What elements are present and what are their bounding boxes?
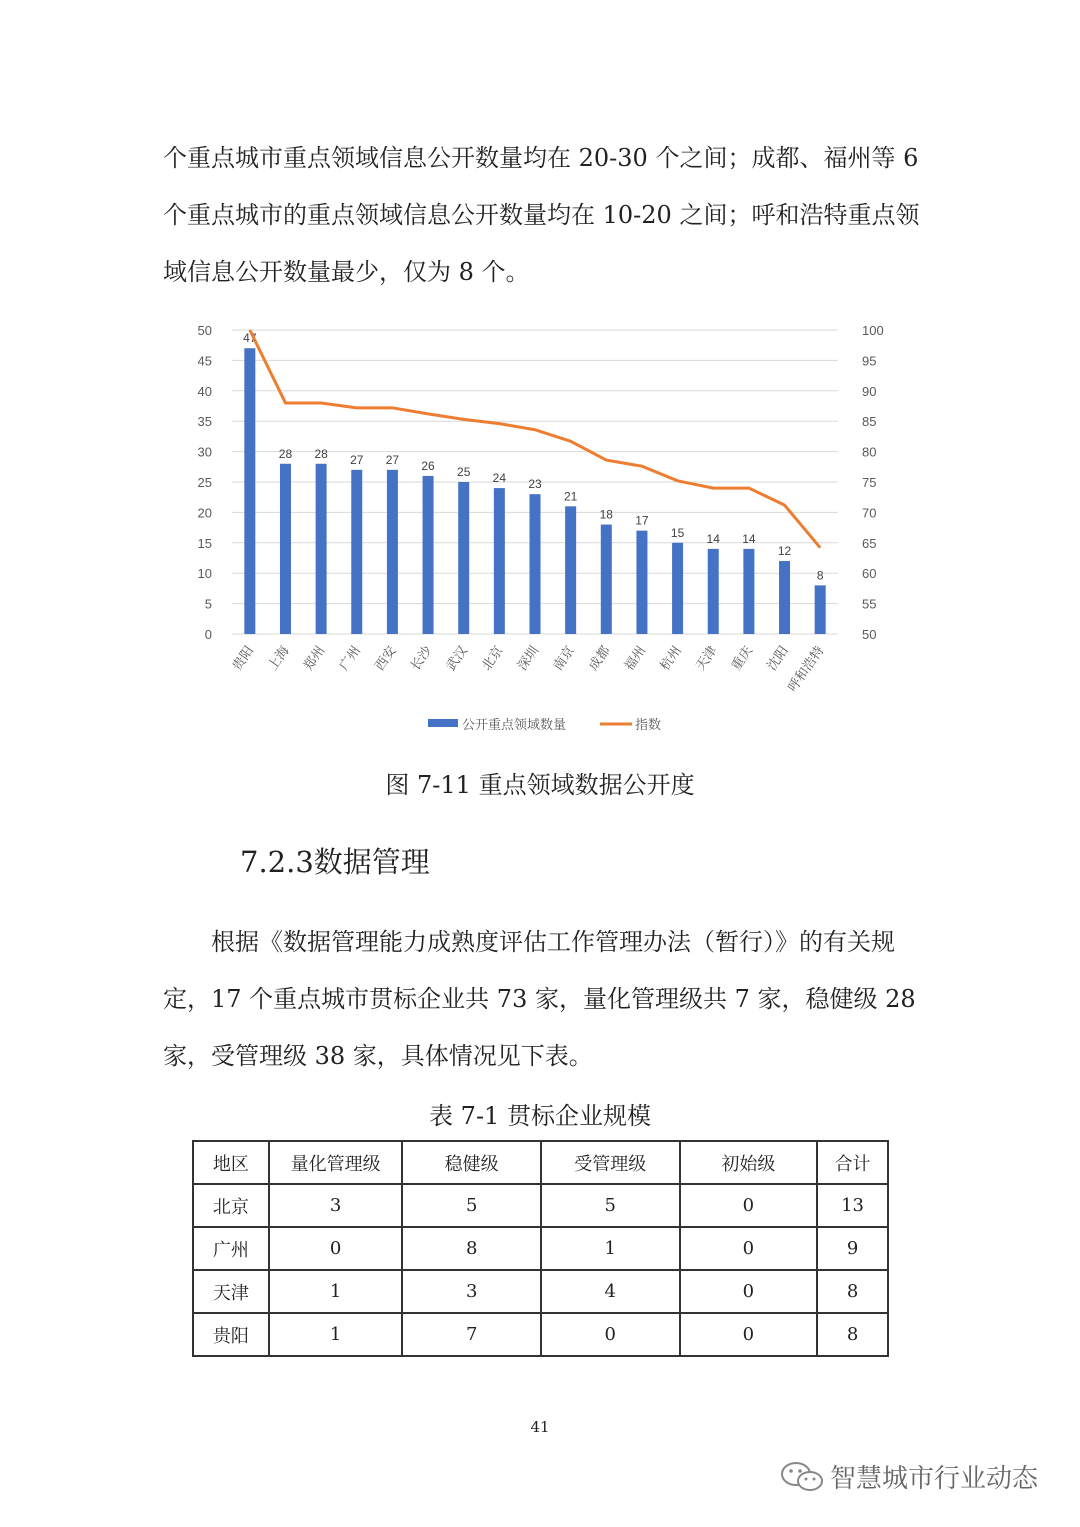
section-title: 7.2.3数据管理 (240, 845, 430, 879)
header-cell: 地区 (193, 1141, 269, 1184)
bar-data-label: 47 (243, 331, 257, 346)
bar-data-label: 24 (492, 471, 507, 486)
y-right-tick-label: 95 (862, 353, 877, 369)
x-tick-label: 南京 (549, 643, 578, 674)
table-cell: 3 (269, 1184, 403, 1227)
table-cell: 北京 (193, 1184, 269, 1227)
table-cell: 天津 (193, 1270, 269, 1313)
bar-data-label: 28 (278, 446, 293, 461)
legend-line-label: 指数 (635, 717, 662, 732)
table-cell: 0 (541, 1313, 680, 1356)
paragraph-1: 个重点城市重点领域信息公开数量均在 20-30 个之间；成都、福州等 6 个重点城市的重点领域信息公开数量均在 10-20 之间；呼和浩特重点领域信息公开数量最少，仅为 8 个。 (163, 144, 920, 286)
table-cell: 0 (269, 1227, 403, 1270)
y-left-tick-label: 20 (197, 505, 212, 521)
bar (636, 531, 647, 634)
x-tick-label: 武汉 (442, 643, 471, 674)
table-row (193, 1313, 888, 1356)
table-cell: 5 (402, 1184, 541, 1227)
table-caption: 表 7-1 贯标企业规模 (429, 1102, 651, 1130)
table-cell: 1 (269, 1270, 403, 1313)
figure-caption: 图 7-11 重点领域数据公开度 (385, 771, 695, 799)
bar-data-label: 8 (816, 568, 824, 583)
bar-data-label: 17 (635, 513, 649, 528)
watermark (780, 1458, 1038, 1495)
bar-data-label: 14 (742, 531, 756, 546)
bar (387, 470, 398, 634)
x-tick-label: 深圳 (514, 643, 542, 674)
table-cell: 3 (402, 1270, 541, 1313)
x-tick-label: 贵阳 (229, 643, 257, 674)
bar-data-label: 23 (528, 477, 542, 492)
y-left-tick-label: 0 (204, 627, 212, 642)
y-left-tick-label: 10 (197, 566, 212, 582)
table-cell: 7 (402, 1313, 541, 1356)
bar-data-label: 25 (457, 465, 471, 479)
table-cell: 0 (680, 1270, 818, 1313)
bar-line-chart (180, 312, 910, 742)
bar (351, 470, 362, 634)
y-left-tick-label: 5 (204, 596, 212, 612)
header-cell: 合计 (817, 1141, 888, 1184)
table-cell: 4 (541, 1270, 680, 1313)
bar (708, 549, 719, 634)
x-tick-label: 福州 (621, 643, 649, 674)
y-right-tick-label: 100 (862, 323, 884, 338)
y-right-tick-label: 75 (862, 475, 877, 490)
bar-data-label: 15 (670, 525, 685, 540)
legend-bar-swatch (428, 719, 458, 727)
y-right-tick-label: 70 (862, 505, 877, 521)
table-cell: 8 (817, 1313, 888, 1356)
table-row (193, 1184, 888, 1227)
bar (458, 482, 469, 634)
y-left-tick-label: 15 (197, 535, 212, 551)
x-tick-label: 成都 (585, 643, 613, 674)
bar (530, 494, 541, 634)
wechat-icon (780, 1460, 824, 1494)
x-tick-label: 上海 (264, 643, 292, 674)
y-right-tick-label: 85 (862, 414, 877, 430)
table-cell: 贵阳 (193, 1313, 269, 1356)
table-row (193, 1227, 888, 1270)
enterprise-table (192, 1140, 889, 1357)
x-tick-label: 呼和浩特 (784, 643, 827, 695)
page-number: 41 (530, 1418, 550, 1436)
table-cell: 5 (541, 1184, 680, 1227)
table-cell: 8 (402, 1227, 541, 1270)
table-cell: 广州 (193, 1227, 269, 1270)
table-header-row (193, 1141, 888, 1184)
bar (779, 561, 790, 634)
bar (280, 464, 291, 634)
y-left-tick-label: 30 (197, 444, 212, 460)
bar (743, 549, 754, 634)
legend-bar-label: 公开重点领域数量 (462, 717, 567, 732)
x-tick-label: 北京 (478, 643, 506, 674)
bar-data-label: 14 (706, 531, 720, 546)
bar-data-label: 28 (314, 446, 328, 461)
table-cell: 0 (680, 1184, 818, 1227)
x-tick-label: 长沙 (407, 643, 435, 674)
bar (316, 464, 327, 634)
table-cell: 0 (680, 1227, 818, 1270)
bar-data-label: 27 (350, 452, 364, 467)
y-right-tick-label: 50 (862, 627, 877, 642)
bar (494, 488, 505, 634)
y-right-tick-label: 60 (862, 566, 877, 582)
bar (672, 543, 683, 634)
table-cell: 1 (541, 1227, 680, 1270)
y-right-tick-label: 80 (862, 444, 877, 460)
y-left-tick-label: 50 (197, 323, 212, 338)
bar (815, 585, 826, 634)
bar (601, 525, 612, 634)
chart-container (180, 312, 910, 742)
y-left-tick-label: 25 (197, 475, 212, 490)
table-cell: 1 (269, 1313, 403, 1356)
table-row (193, 1270, 888, 1313)
table-cell: 0 (680, 1313, 818, 1356)
y-left-tick-label: 35 (197, 414, 212, 430)
x-tick-label: 西安 (371, 643, 399, 674)
paragraph-2: 根据《数据管理能力成熟度评估工作管理办法（暂行）》的有关规定，17 个重点城市贯标企业共 73 家，量化管理级共 7 家，稳健级 28 家，受管理级 38 家，具体情况见下表。 (163, 928, 916, 1070)
x-tick-label: 郑州 (300, 643, 328, 674)
bar-data-label: 26 (421, 458, 435, 473)
bar-data-label: 21 (563, 489, 578, 504)
bar-data-label: 18 (599, 507, 613, 522)
table-cell: 8 (817, 1270, 888, 1313)
x-tick-label: 沈阳 (763, 643, 791, 674)
bar (244, 348, 255, 634)
bar (565, 506, 576, 634)
x-tick-label: 重庆 (728, 643, 756, 674)
bar-data-label: 27 (385, 452, 400, 467)
y-left-tick-label: 45 (197, 353, 212, 369)
y-right-tick-label: 90 (862, 383, 877, 399)
watermark-text: 智慧城市行业动态 (830, 1464, 1039, 1494)
bar-data-label: 12 (777, 544, 792, 559)
header-cell: 量化管理级 (269, 1141, 403, 1184)
x-tick-label: 广州 (336, 643, 364, 674)
y-left-tick-label: 40 (197, 383, 212, 399)
table-cell: 13 (817, 1184, 888, 1227)
x-tick-label: 杭州 (656, 643, 685, 674)
x-tick-label: 天津 (692, 643, 720, 674)
bar (423, 476, 434, 634)
header-cell: 受管理级 (541, 1141, 680, 1184)
y-right-tick-label: 65 (862, 535, 877, 551)
y-right-tick-label: 55 (862, 596, 877, 612)
table-cell: 9 (817, 1227, 888, 1270)
header-cell: 初始级 (680, 1141, 818, 1184)
header-cell: 稳健级 (402, 1141, 541, 1184)
